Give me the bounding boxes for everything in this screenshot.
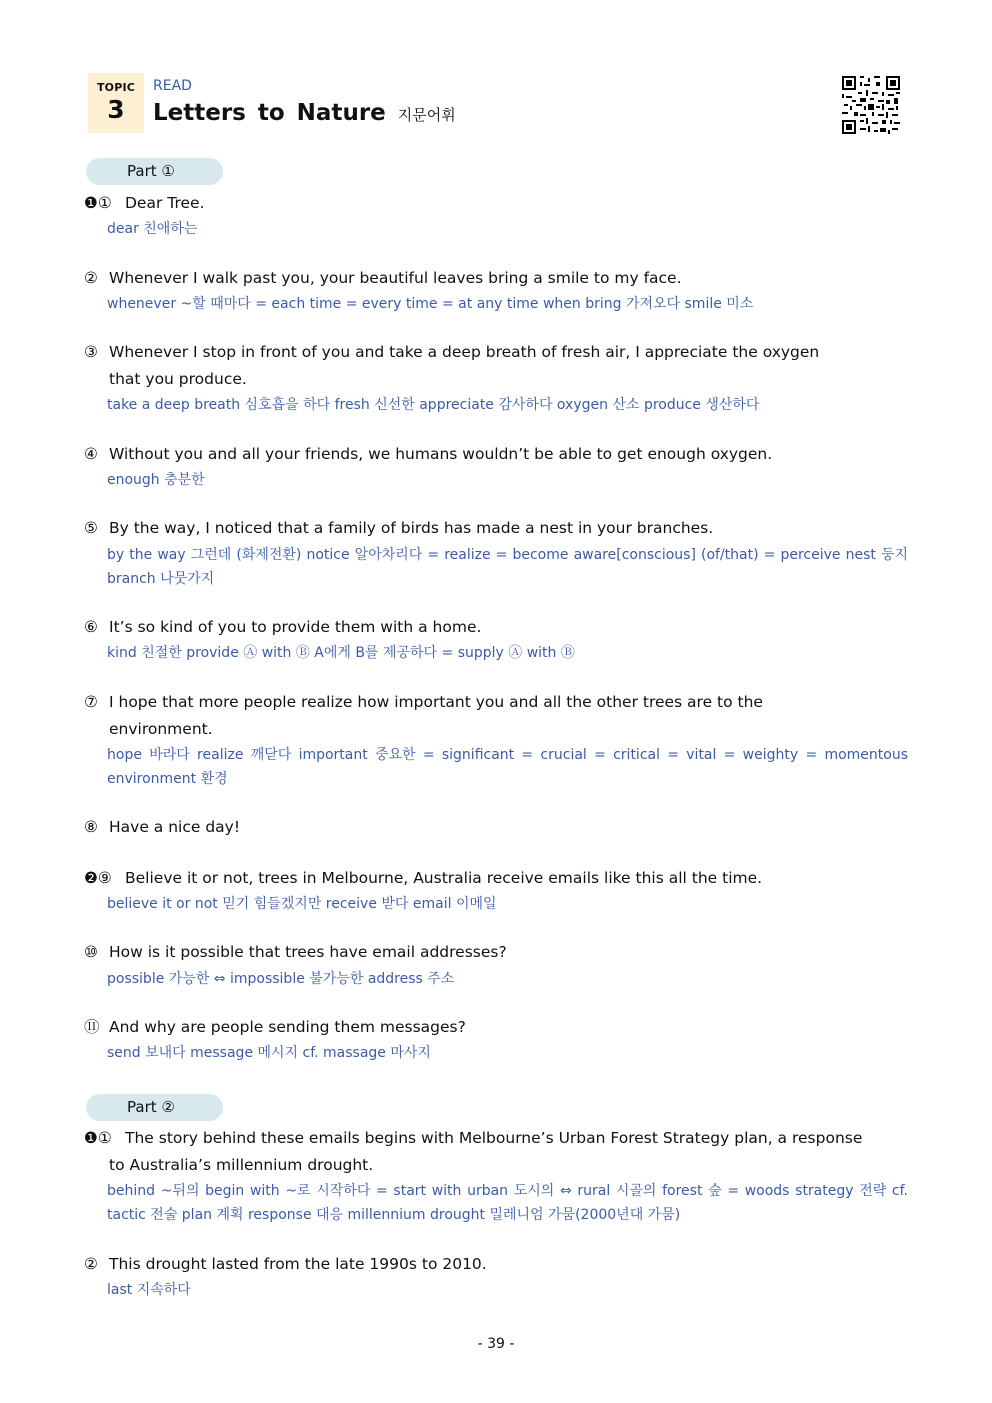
vocab-p2-1: behind ~뒤의 begin with ~로 시작하다 = start with urban 도시의 ⇔ rural 시골의 forest 숲 = woods strategy 전략 cf. tactic 전술 plan 계획 response 대응 millennium drought 밀레니엄 가뭄(2000년대 가뭄) xyxy=(107,1183,908,1223)
vocab-10: possible 가능한 ⇔ impossible 불가능한 address 주소 xyxy=(107,971,455,987)
vocab-6: kind 친절한 provide Ⓐ with Ⓑ A에게 B를 제공하다 = supply Ⓐ with Ⓑ xyxy=(107,645,575,661)
sentence-number: ③ xyxy=(84,343,98,361)
sentence-text: Whenever I stop in front of you and take a deep breath of fresh air, I appreciate the oxygen xyxy=(109,343,820,361)
vocab-3: take a deep breath 심호흡을 하다 fresh 신선한 appreciate 감사하다 oxygen 산소 produce 생산하다 xyxy=(107,397,760,413)
vocab-4: enough 충분한 xyxy=(107,472,205,488)
sentence-10 xyxy=(84,939,908,966)
sentence-text: Whenever I walk past you, your beautiful leaves bring a smile to my face. xyxy=(109,269,682,287)
vocab-2: whenever ~할 때마다 = each time = every time = at any time when bring 가져오다 smile 미소 xyxy=(107,296,754,312)
vocab-5: by the way 그런데 (화제전환) notice 알아차리다 = realize = become aware[conscious] (of/that) = perceive nest 둥지 branch 나뭇가지 xyxy=(107,547,908,587)
sentence-continuation: that you produce. xyxy=(109,370,247,388)
sentence-4 xyxy=(84,441,908,468)
sentence-8 xyxy=(84,814,908,841)
vocab-p2-2: last 지속하다 xyxy=(107,1282,191,1298)
sentence-number: ⑪ xyxy=(84,1018,100,1036)
part-label-text: Part ① xyxy=(127,162,175,180)
read-label: READ xyxy=(153,78,192,94)
sentence-number: ⑧ xyxy=(84,818,98,836)
page-number: - 39 - xyxy=(477,1336,515,1352)
sentence-p2-2 xyxy=(84,1251,908,1278)
vocab-9: believe it or not 믿기 힘들겠지만 receive 받다 email 이메일 xyxy=(107,896,497,912)
sentence-number: ⑤ xyxy=(84,519,98,537)
sentence-continuation: environment. xyxy=(109,720,213,738)
topic-badge xyxy=(88,73,144,133)
sentence-11 xyxy=(84,1014,908,1041)
page-title xyxy=(153,100,456,126)
sentence-text: And why are people sending them messages? xyxy=(109,1018,466,1036)
sentence-number: ② xyxy=(84,269,98,287)
sentence-text: This drought lasted from the late 1990s to 2010. xyxy=(109,1255,487,1273)
sentence-text: Believe it or not, trees in Melbourne, Australia receive emails like this all the time. xyxy=(125,869,763,887)
vocab-1: dear 친애하는 xyxy=(107,221,198,237)
sentence-text: How is it possible that trees have email addresses? xyxy=(109,943,507,961)
sentence-text: Without you and all your friends, we humans wouldn’t be able to get enough oxygen. xyxy=(109,445,773,463)
sentence-text: The story behind these emails begins with Melbourne’s Urban Forest Strategy plan, a response xyxy=(125,1129,863,1147)
sentence-number: ❷⑨ xyxy=(84,869,112,887)
sentence-number: ④ xyxy=(84,445,98,463)
vocab-7: hope 바라다 realize 깨닫다 important 중요한 = significant = crucial = critical = vital = weighty = momentous environment 환경 xyxy=(107,747,908,787)
sentence-7 xyxy=(84,689,908,743)
sentence-6 xyxy=(84,614,908,641)
sentence-number: ⑦ xyxy=(84,693,98,711)
sentence-number: ❶① xyxy=(84,1129,112,1147)
title-text: Letters to Nature xyxy=(153,100,386,126)
sentence-text: It’s so kind of you to provide them with a home. xyxy=(109,618,482,636)
title-subtitle: 지문어휘 xyxy=(397,106,456,124)
sentence-number: ⑥ xyxy=(84,618,98,636)
sentence-text: Have a nice day! xyxy=(109,818,241,836)
sentence-3 xyxy=(84,339,908,393)
vocab-11: send 보내다 message 메시지 cf. massage 마사지 xyxy=(107,1045,431,1061)
topic-label: TOPIC xyxy=(96,81,136,94)
sentence-2 xyxy=(84,265,908,292)
sentence-p2-1 xyxy=(84,1125,908,1179)
sentence-text: I hope that more people realize how important you and all the other trees are to the xyxy=(109,693,763,711)
topic-number: 3 xyxy=(107,95,125,124)
sentence-continuation: to Australia’s millennium drought. xyxy=(109,1156,374,1174)
qr-code-icon xyxy=(842,76,900,134)
part-1-label xyxy=(86,158,223,185)
sentence-5 xyxy=(84,515,908,542)
part-label-text: Part ② xyxy=(127,1098,175,1116)
sentence-9 xyxy=(84,865,908,892)
part-2-label xyxy=(86,1094,223,1121)
sentence-text: Dear Tree. xyxy=(125,194,205,212)
sentence-text: By the way, I noticed that a family of birds has made a nest in your branches. xyxy=(109,519,714,537)
sentence-number: ② xyxy=(84,1255,98,1273)
sentence-1 xyxy=(84,190,908,217)
sentence-number: ⑩ xyxy=(84,943,98,961)
sentence-number: ❶① xyxy=(84,194,112,212)
